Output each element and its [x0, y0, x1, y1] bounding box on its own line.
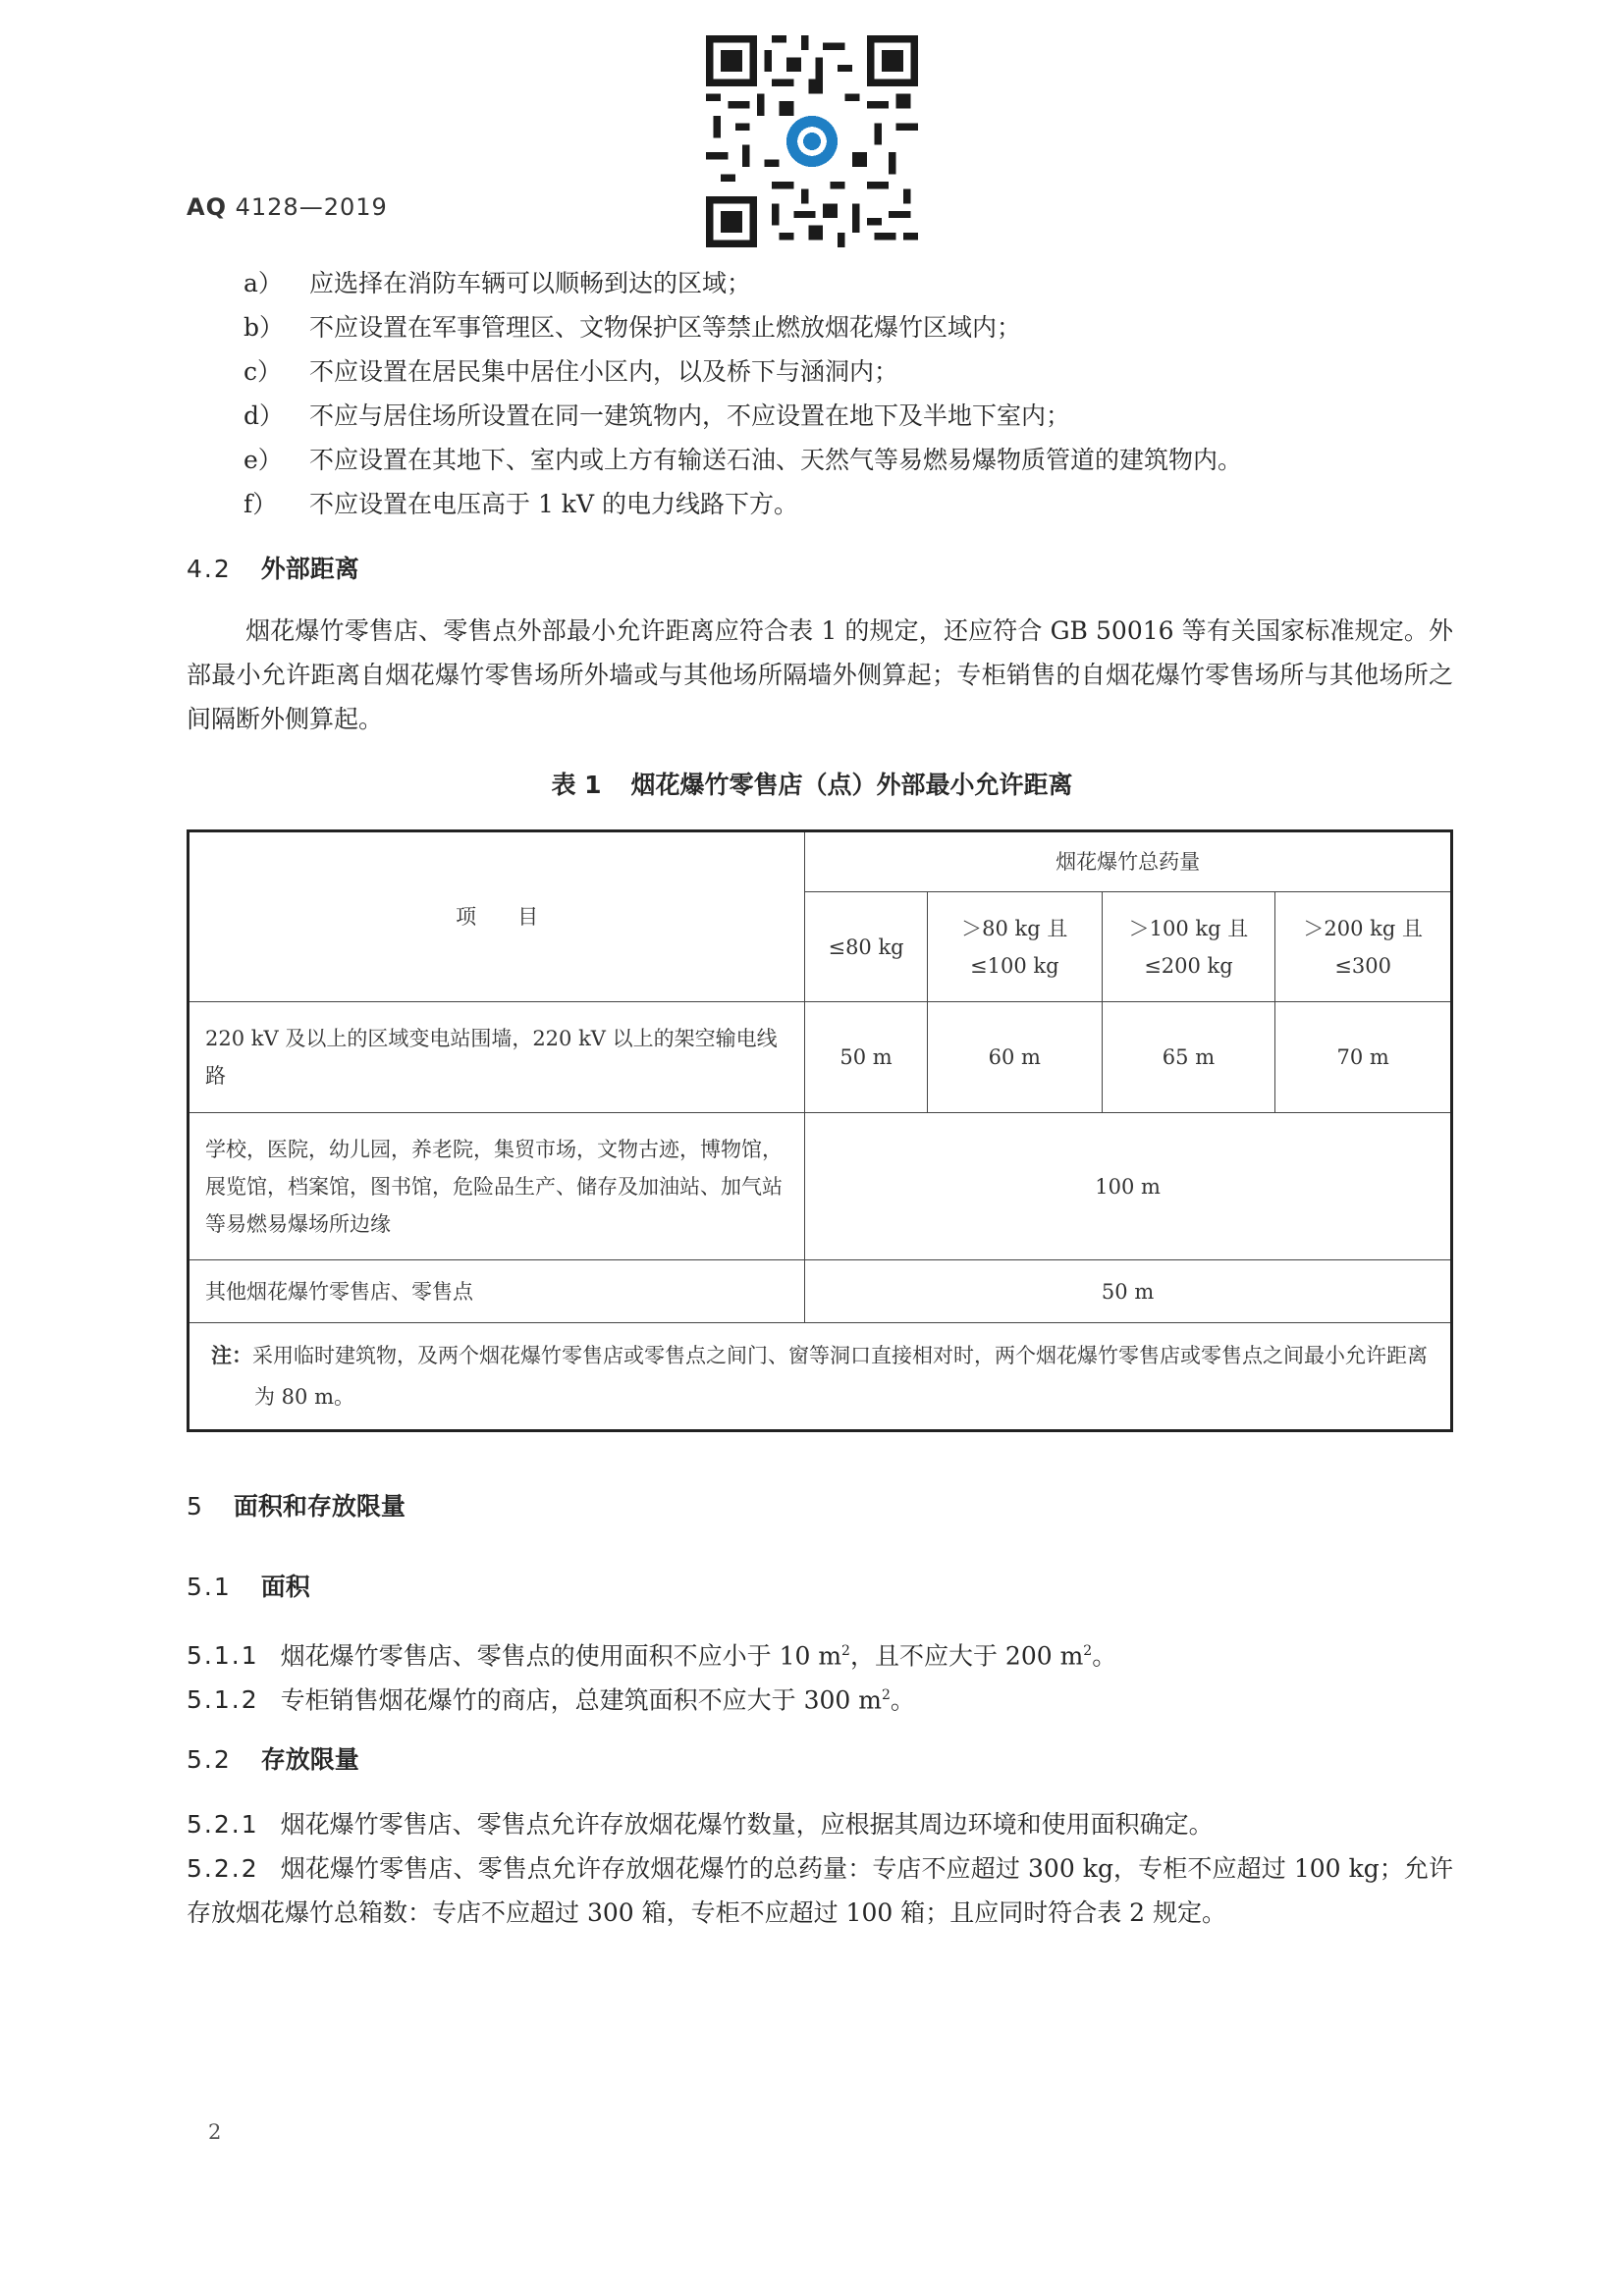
table-cell: 50 m [805, 1002, 928, 1113]
table-header-cell: ＞100 kg 且 ≤200 kg [1102, 892, 1275, 1002]
list-item: a） 应选择在消防车辆可以顺畅到达的区域； [244, 269, 752, 297]
paragraph-4-2: 烟花爆竹零售店、零售点外部最小允许距离应符合表 1 的规定，还应符合 GB 50016 等有关国家标准规定。外部最小允许距离自烟花爆竹零售场所外墙或与其他场所隔墙外侧算起；专柜销售的自烟花爆竹零售场所与其他场所之间隔断外侧算起。 [187, 616, 1453, 733]
standard-code: AQ 4128—2019 [187, 193, 388, 221]
clause-5-1-2: 5.1.2 专柜销售烟花爆竹的商店，总建筑面积不应大于 300 $m^2$。 [187, 1685, 915, 1715]
table-header-group: 烟花爆竹总药量 [805, 831, 1452, 892]
table-cell: 100 m [805, 1113, 1452, 1260]
requirement-list [244, 261, 1471, 526]
table-cell: 65 m [1102, 1002, 1275, 1113]
list-item: c） 不应设置在居民集中居住小区内，以及桥下与涵洞内； [244, 357, 899, 386]
table-cell: 50 m [805, 1260, 1452, 1323]
clause-5-2-1: 5.2.1 烟花爆竹零售店、零售点允许存放烟花爆竹数量，应根据其周边环境和使用面积确定。 [187, 1810, 1214, 1839]
list-item: d） 不应与居住场所设置在同一建筑物内，不应设置在地下及半地下室内； [244, 401, 1071, 430]
section-heading-5-1: 5.1 面积 [187, 1573, 310, 1601]
table-note-row [189, 1323, 1452, 1431]
clause-5-1-1: 5.1.1 烟花爆竹零售店、零售点的使用面积不应小于 10 $m^2$，且不应大于 200 $m^2$。 [187, 1641, 1117, 1671]
distance-table [187, 829, 1453, 1432]
table-note: 注：采用临时建筑物，及两个烟花爆竹零售店或零售点之间门、窗等洞口直接相对时，两个烟花爆竹零售店或零售点之间最小允许距离为 80 m。 [189, 1323, 1452, 1431]
table-header-cell: ＞200 kg 且 ≤300 [1275, 892, 1452, 1002]
page-number: 2 [208, 2120, 222, 2144]
table-header-cell: ≤80 kg [805, 892, 928, 1002]
table-caption: 表 1 烟花爆竹零售店（点）外部最小允许距离 [551, 771, 1073, 799]
table-row [189, 1113, 1452, 1260]
table-cell-item: 220 kV 及以上的区域变电站围墙，220 kV 以上的架空输电线路 [189, 1002, 805, 1113]
section-heading-4-2: 4.2 外部距离 [187, 555, 359, 583]
table-cell-item: 其他烟花爆竹零售店、零售点 [189, 1260, 805, 1323]
clause-5-2-2: 5.2.2 烟花爆竹零售店、零售点允许存放烟花爆竹的总药量：专店不应超过 300 kg，专柜不应超过 100 kg；允许存放烟花爆竹总箱数：专店不应超过 300 箱，专柜不应超过 100 箱；且应同时符合表 2 规定。 [187, 1854, 1453, 1927]
list-item: b） 不应设置在军事管理区、文物保护区等禁止燃放烟花爆竹区域内； [244, 313, 1022, 342]
list-item: f） 不应设置在电压高于 1 kV 的电力线路下方。 [244, 490, 798, 518]
table-row [189, 1260, 1452, 1323]
section-heading-5: 5 面积和存放限量 [187, 1492, 406, 1521]
table-header-item: 项 目 [189, 831, 805, 1002]
table-cell-item: 学校，医院，幼儿园，养老院，集贸市场，文物古迹，博物馆，展览馆，档案馆，图书馆，危险品生产、储存及加油站、加气站等易燃易爆场所边缘 [189, 1113, 805, 1260]
table-cell: 60 m [927, 1002, 1102, 1113]
table-row [189, 1002, 1452, 1113]
section-heading-5-2: 5.2 存放限量 [187, 1745, 359, 1774]
list-item: e） 不应设置在其地下、室内或上方有输送石油、天然气等易燃易爆物质管道的建筑物内。 [244, 446, 1243, 474]
table-header-cell: ＞80 kg 且 ≤100 kg [927, 892, 1102, 1002]
qr-code [706, 35, 918, 247]
table-cell: 70 m [1275, 1002, 1452, 1113]
